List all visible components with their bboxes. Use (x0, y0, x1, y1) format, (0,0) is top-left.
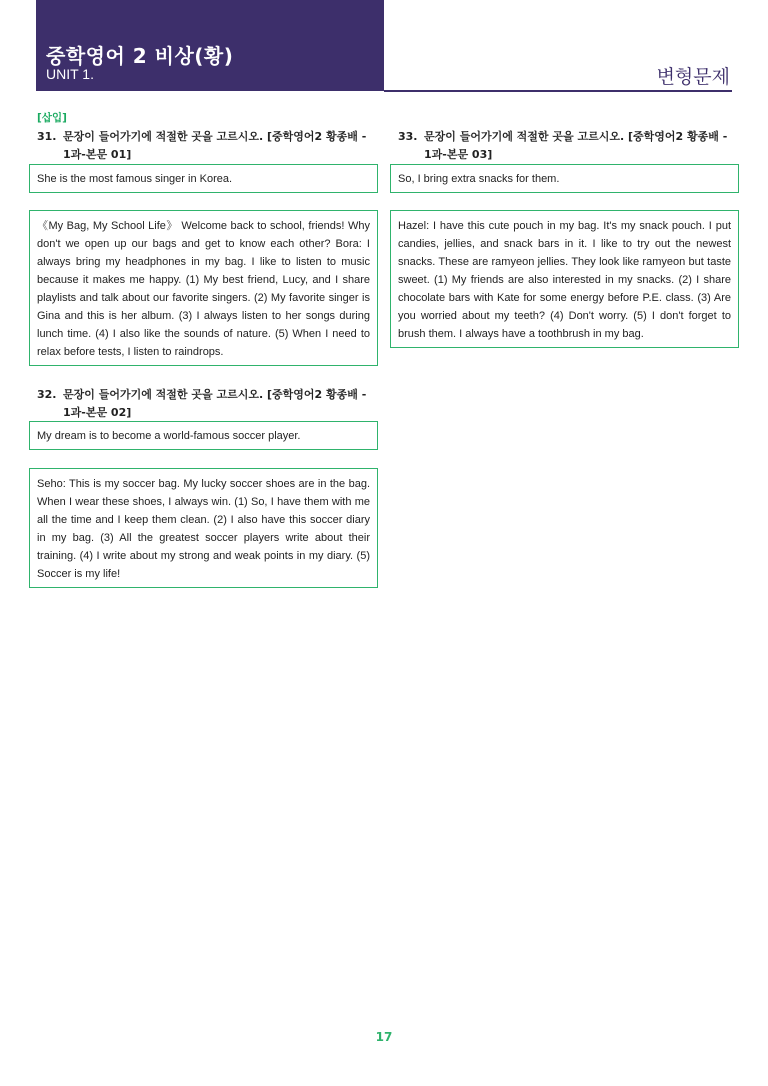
question-31 (37, 128, 371, 164)
given-sentence-box: So, I bring extra snacks for them. (390, 164, 739, 193)
header-divider (384, 90, 732, 92)
question-33 (398, 128, 732, 164)
page-number: 17 (375, 1030, 393, 1044)
book-title: 중학영어 2 비상(황) (46, 44, 234, 68)
question-number: 33. (398, 130, 418, 143)
header-banner (36, 0, 384, 91)
question-type-tag: [삽입] (37, 112, 67, 124)
question-32 (37, 386, 371, 422)
passage-box: 《My Bag, My School Life》 Welcome back to school, friends! Why don't we open up our bags and get to know each other? Bora: I always bring my headphones in my bag. I like to listen to music because it makes me happy. (1) My best friend, Lucy, and I share playlists and talk about our favorite singers. (2) My favorite singer is Gina and this is her album. (3) I always listen to her songs during lunch time. (4) I also like the sounds of nature. (5) When I need to relax before tests, I listen to raindrops. (29, 210, 378, 366)
question-number: 31. (37, 130, 57, 143)
given-sentence-box: She is the most famous singer in Korea. (29, 164, 378, 193)
section-heading: 변형문제 (656, 66, 730, 88)
passage-box: Hazel: I have this cute pouch in my bag. It's my snack pouch. I put candies, jellies, and snack bars in it. I like to try out the newest snacks. These are ramyeon jellies. They look like ramyeon but taste sweet. (1) My friends are also interested in my snacks. (2) I share chocolate bars with Kate for some energy before P.E. class. (3) Are you worried about my teeth? (4) Don't worry. (5) I don't forget to brush them. I always have a toothbrush in my bag. (390, 210, 739, 348)
passage-box: Seho: This is my soccer bag. My lucky soccer shoes are in the bag. When I wear these shoes, I always win. (1) So, I have them with me all the time and I keep them clean. (2) I also have this soccer diary in my bag. (3) All the greatest soccer players write about their training. (4) I write about my strong and weak points in my diary. (5) Soccer is my life! (29, 468, 378, 588)
question-prompt: 문장이 들어가기에 적절한 곳을 고르시오. [중학영어2 황종배 - 1과-본문 03] (424, 130, 728, 161)
given-sentence-box: My dream is to become a world-famous soccer player. (29, 421, 378, 450)
question-prompt: 문장이 들어가기에 적절한 곳을 고르시오. [중학영어2 황종배 - 1과-본문 01] (63, 130, 367, 161)
question-number: 32. (37, 388, 57, 401)
question-prompt: 문장이 들어가기에 적절한 곳을 고르시오. [중학영어2 황종배 - 1과-본문 02] (63, 388, 367, 419)
unit-label: UNIT 1. (46, 66, 94, 82)
